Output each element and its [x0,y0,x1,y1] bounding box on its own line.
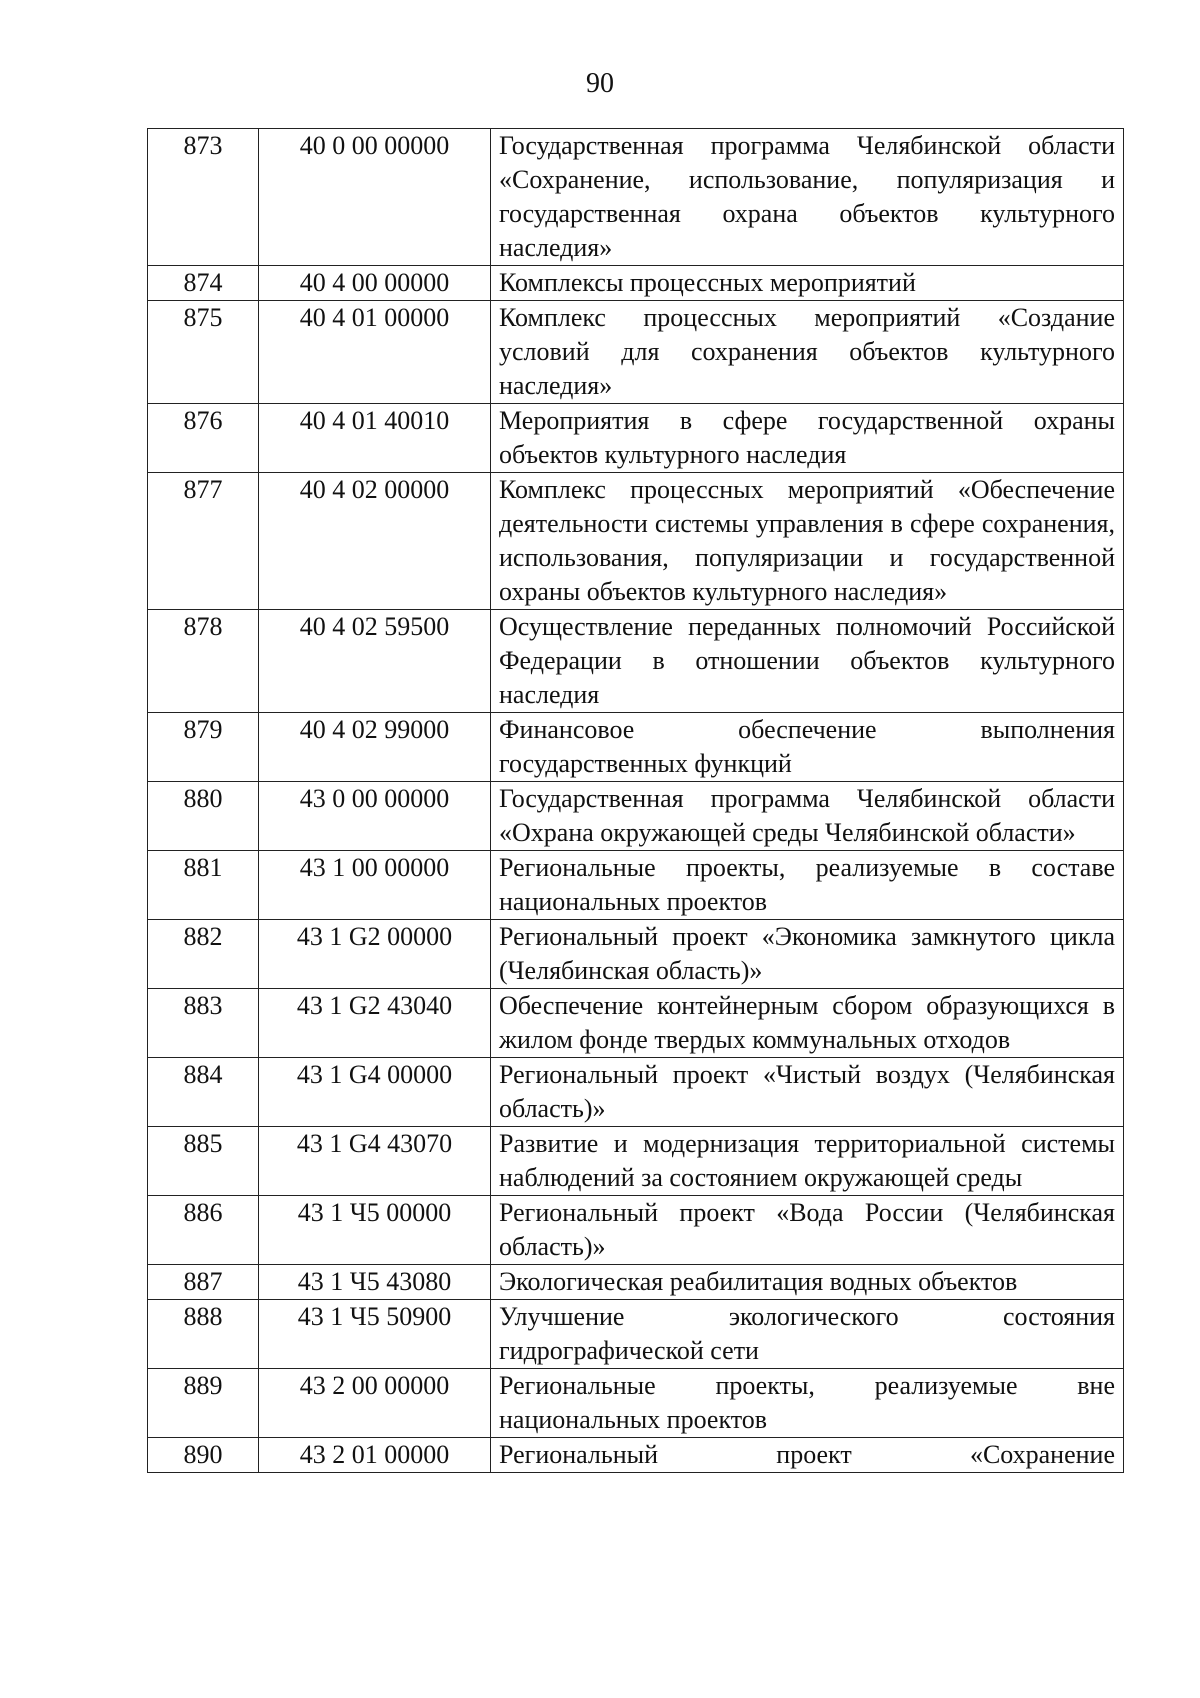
target-code: 43 1 G4 00000 [259,1058,491,1127]
target-code: 40 4 01 40010 [259,404,491,473]
page-number: 90 [586,68,614,99]
item-name: Государственная программа Челябинской области «Охрана окружающей среды Челябинской области» [491,782,1124,851]
row-number: 874 [148,266,259,301]
row-number: 875 [148,301,259,404]
item-name: Комплекс процессных мероприятий «Обеспечение деятельности системы управления в сфере сохранения, использования, популяризации и государственной охраны объектов культурного наследия» [491,473,1124,610]
row-number: 890 [148,1438,259,1473]
item-name: Региональные проекты, реализуемые в составе национальных проектов [491,851,1124,920]
table-row [148,301,1124,404]
target-code: 43 2 00 00000 [259,1369,491,1438]
table-row [148,129,1124,266]
target-code: 40 4 02 00000 [259,473,491,610]
item-name: Региональный проект «Сохранение [491,1438,1124,1473]
item-name: Развитие и модернизация территориальной системы наблюдений за состоянием окружающей среды [491,1127,1124,1196]
row-number: 888 [148,1300,259,1369]
target-code: 43 1 G4 43070 [259,1127,491,1196]
target-code: 43 2 01 00000 [259,1438,491,1473]
item-name: Государственная программа Челябинской области «Сохранение, использование, популяризация и государственная охрана объектов культурного наследия» [491,129,1124,266]
row-number: 887 [148,1265,259,1300]
row-number: 882 [148,920,259,989]
item-name: Экологическая реабилитация водных объектов [491,1265,1124,1300]
table-row [148,473,1124,610]
table-row [148,989,1124,1058]
table-row [148,1265,1124,1300]
row-number: 877 [148,473,259,610]
item-name: Обеспечение контейнерным сбором образующихся в жилом фонде твердых коммунальных отходов [491,989,1124,1058]
item-name: Комплексы процессных мероприятий [491,266,1124,301]
row-number: 878 [148,610,259,713]
table-row [148,851,1124,920]
table-row [148,1196,1124,1265]
item-name: Улучшение экологического состояния гидрографической сети [491,1300,1124,1369]
row-number: 873 [148,129,259,266]
item-name: Мероприятия в сфере государственной охраны объектов культурного наследия [491,404,1124,473]
row-number: 886 [148,1196,259,1265]
table-row [148,782,1124,851]
target-code: 40 0 00 00000 [259,129,491,266]
table-row [148,1127,1124,1196]
target-code: 40 4 02 99000 [259,713,491,782]
item-name: Региональные проекты, реализуемые вне национальных проектов [491,1369,1124,1438]
row-number: 881 [148,851,259,920]
table-row [148,1058,1124,1127]
target-code: 43 0 00 00000 [259,782,491,851]
row-number: 884 [148,1058,259,1127]
item-name: Региональный проект «Чистый воздух (Челябинская область)» [491,1058,1124,1127]
target-code: 40 4 02 59500 [259,610,491,713]
table-row [148,404,1124,473]
row-number: 876 [148,404,259,473]
item-name: Финансовое обеспечение выполнения государственных функций [491,713,1124,782]
target-code: 40 4 00 00000 [259,266,491,301]
row-number: 879 [148,713,259,782]
row-number: 885 [148,1127,259,1196]
target-code: 43 1 G2 00000 [259,920,491,989]
table-row [148,1438,1124,1473]
target-code: 43 1 Ч5 50900 [259,1300,491,1369]
table-row [148,610,1124,713]
item-name: Осуществление переданных полномочий Российской Федерации в отношении объектов культурного наследия [491,610,1124,713]
target-code: 43 1 Ч5 43080 [259,1265,491,1300]
table-row [148,266,1124,301]
target-code: 43 1 00 00000 [259,851,491,920]
table-row [148,920,1124,989]
row-number: 883 [148,989,259,1058]
table-row [148,713,1124,782]
table-row [148,1369,1124,1438]
item-name: Региональный проект «Вода России (Челябинская область)» [491,1196,1124,1265]
row-number: 880 [148,782,259,851]
table-row [148,1300,1124,1369]
target-code: 40 4 01 00000 [259,301,491,404]
budget-code-table [147,128,1124,1473]
target-code: 43 1 Ч5 00000 [259,1196,491,1265]
target-code: 43 1 G2 43040 [259,989,491,1058]
item-name: Комплекс процессных мероприятий «Создание условий для сохранения объектов культурного наследия» [491,301,1124,404]
item-name: Региональный проект «Экономика замкнутого цикла (Челябинская область)» [491,920,1124,989]
row-number: 889 [148,1369,259,1438]
